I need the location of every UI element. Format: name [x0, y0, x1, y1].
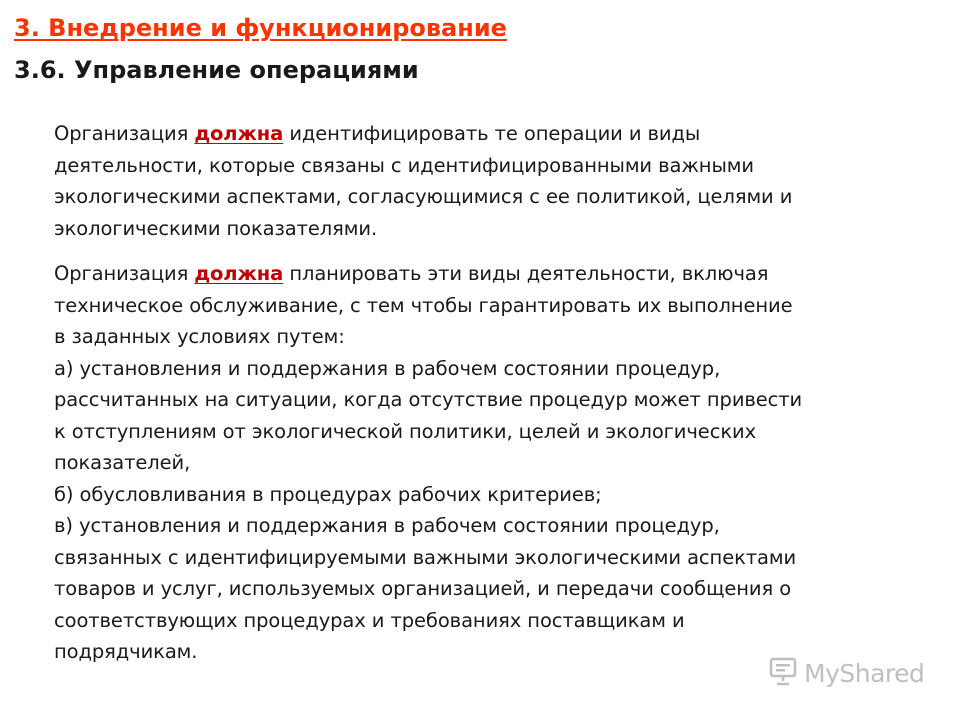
text-line: связанных с идентифицируемыми важными экологическими аспектами [54, 545, 797, 569]
presentation-board-icon [768, 656, 798, 690]
text-line [54, 118, 950, 150]
section-title-link[interactable]: 3. Внедрение и функционирование [14, 14, 507, 42]
list-item-a: а) установления и поддержания в рабочем состоянии процедур, [54, 356, 721, 380]
text-line [54, 258, 950, 290]
text-line: подрядчикам. [54, 640, 198, 663]
text-line: соответствующих процедурах и требованиях поставщикам и [54, 608, 685, 632]
text-line: экологическими показателями. [54, 216, 378, 240]
text-line: экологическими аспектами, согласующимися с ее политикой, целями и [54, 185, 793, 208]
text-line: в заданных условиях путем: [54, 325, 345, 348]
keyword-link-must[interactable]: должна [194, 122, 284, 145]
text-segment: Организация [54, 262, 195, 285]
text-line: товаров и услуг, используемых организацией, и передачи сообщения о [54, 577, 792, 600]
text-line: показателей, [54, 451, 191, 474]
list-item-c: в) установления и поддержания в рабочем состоянии процедур, [54, 514, 720, 537]
text-segment: идентифицировать те операции и виды [283, 122, 701, 145]
text-segment: планировать эти виды деятельности, включая [283, 262, 769, 285]
text-line: деятельности, которые связаны с идентифицированными важными [54, 153, 754, 177]
text-line: рассчитанных на ситуации, когда отсутствие процедур может привести [54, 388, 803, 411]
paragraph-operations-planning [54, 258, 950, 668]
page-subtitle: 3.6. Управление операциями [14, 56, 419, 84]
myshared-watermark [768, 656, 924, 690]
watermark-text: MyShared [804, 658, 925, 688]
text-segment: Организация [54, 122, 195, 145]
text-line: техническое обслуживание, с тем чтобы гарантировать их выполнение [54, 293, 793, 317]
keyword-link-must[interactable]: должна [194, 262, 284, 285]
list-item-b: б) обусловливания в процедурах рабочих критериев; [54, 482, 602, 506]
paragraph-operations-identification [54, 118, 950, 244]
text-line: к отступлениям от экологической политики, целей и экологических [54, 419, 757, 443]
